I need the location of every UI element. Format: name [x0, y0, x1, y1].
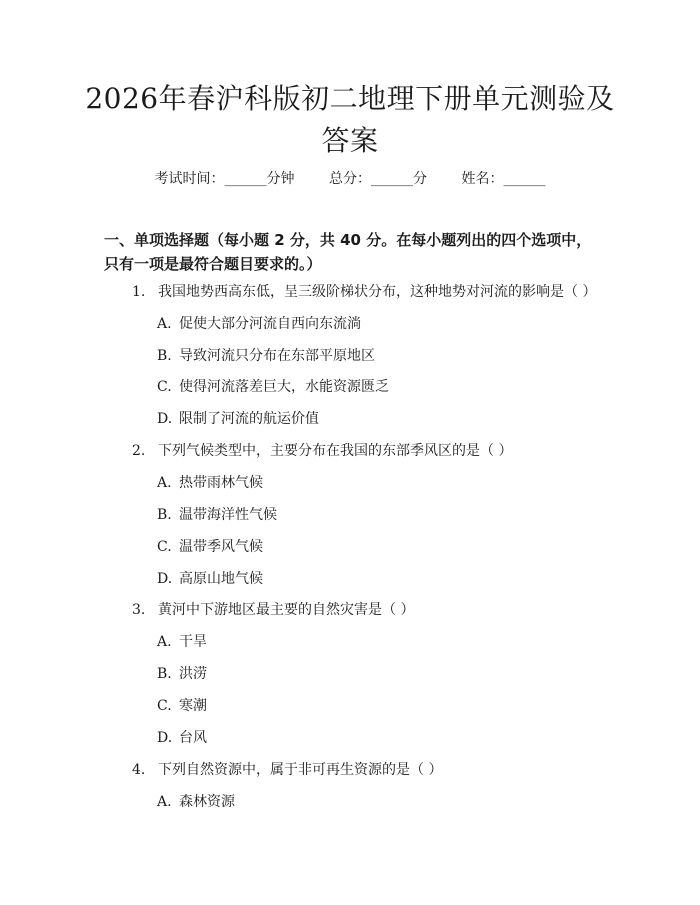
question-2 — [132, 441, 512, 461]
question-number: 2. — [132, 443, 146, 459]
student-name: 姓名：______ — [461, 171, 546, 187]
option-letter: C. — [157, 539, 172, 555]
question-2-option-c — [157, 537, 263, 557]
question-3-option-a — [157, 632, 207, 652]
exam-time: 考试时间：______分钟 — [154, 171, 295, 187]
option-letter: A. — [157, 794, 172, 810]
option-text: 寒潮 — [179, 698, 207, 714]
option-letter: A. — [157, 475, 172, 491]
option-text: 森林资源 — [179, 794, 235, 810]
question-1-option-b — [157, 346, 375, 366]
option-text: 温带海洋性气候 — [179, 507, 277, 523]
document-title: 2026年春沪科版初二地理下册单元测验及答案 — [85, 82, 615, 157]
option-letter: B. — [157, 666, 172, 682]
question-text: 下列自然资源中，属于非可再生资源的是（ ） — [158, 762, 443, 778]
question-4-option-a — [157, 792, 235, 812]
option-letter: C. — [157, 379, 172, 395]
question-1-option-c — [157, 377, 389, 397]
question-2-option-d — [157, 569, 263, 589]
exam-meta — [0, 169, 700, 189]
option-text: 限制了河流的航运价值 — [179, 411, 319, 427]
option-text: 促使大部分河流自西向东流淌 — [179, 316, 361, 332]
option-text: 热带雨林气候 — [179, 475, 263, 491]
question-2-option-a — [157, 473, 263, 493]
question-number: 4. — [132, 762, 146, 778]
question-1-option-a — [157, 314, 361, 334]
question-3-option-c — [157, 696, 207, 716]
option-letter: D. — [157, 411, 173, 427]
question-3-option-d — [157, 728, 207, 748]
option-letter: A. — [157, 316, 172, 332]
option-text: 干旱 — [179, 634, 207, 650]
option-letter: D. — [157, 571, 173, 587]
question-text: 下列气候类型中，主要分布在我国的东部季风区的是（ ） — [158, 443, 513, 459]
option-text: 导致河流只分布在东部平原地区 — [179, 348, 375, 364]
option-letter: B. — [157, 348, 172, 364]
option-letter: B. — [157, 507, 172, 523]
section-heading: 一、单项选择题（每小题 2 分，共 40 分。在每小题列出的四个选项中，只有一项是最符合题目要求的。） — [104, 231, 592, 273]
question-number: 3. — [132, 602, 146, 618]
question-text: 我国地势西高东低，呈三级阶梯状分布，这种地势对河流的影响是（ ） — [158, 284, 597, 300]
option-text: 使得河流落差巨大，水能资源匮乏 — [179, 379, 389, 395]
option-text: 温带季风气候 — [179, 539, 263, 555]
question-1 — [132, 282, 596, 302]
question-3 — [132, 600, 414, 620]
option-letter: A. — [157, 634, 172, 650]
option-text: 高原山地气候 — [179, 571, 263, 587]
question-2-option-b — [157, 505, 277, 525]
option-text: 台风 — [179, 730, 207, 746]
question-number: 1. — [132, 284, 146, 300]
option-letter: C. — [157, 698, 172, 714]
question-4 — [132, 760, 442, 780]
question-3-option-b — [157, 664, 207, 684]
exam-score: 总分：______分 — [329, 171, 427, 187]
option-text: 洪涝 — [179, 666, 207, 682]
question-1-option-d — [157, 409, 319, 429]
option-letter: D. — [157, 730, 173, 746]
question-text: 黄河中下游地区最主要的自然灾害是（ ） — [158, 602, 415, 618]
